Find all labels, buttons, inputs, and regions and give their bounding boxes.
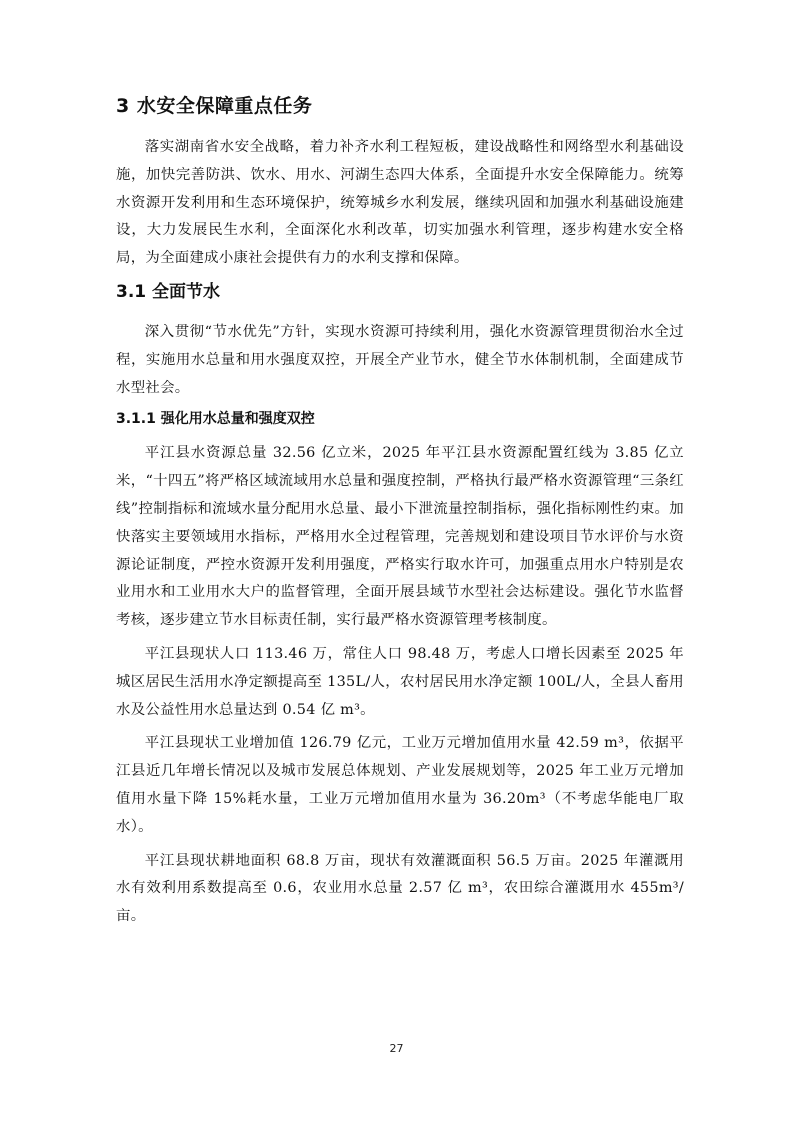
irrigation-paragraph: 平江县现状耕地面积 68.8 万亩，现状有效灌溉面积 56.5 万亩。2025 年灌溉用水有效利用系数提高至 0.6，农业用水总量 2.57 亿 m³，农田综合灌溉用水 455m³/亩。 (116, 852, 684, 925)
industry-paragraph: 平江县现状工业增加值 126.79 亿元，工业万元增加值用水量 42.59 m³，依据平江县近几年增长情况以及城市发展总体规划、产业发展规划等，2025 年工业万元增加值用水量下降 15%耗水量，工业万元增加值用水量为 36.20m³（不考虑华能电厂取水）。 (116, 735, 684, 835)
population-paragraph: 平江县现状人口 113.46 万，常住人口 98.48 万，考虑人口增长因素至 2025 年城区居民生活用水净定额提高至 135L/人，农村居民用水净定额 100L/人，全县人畜用水及公益性用水总量达到 0.54 亿 m³。 (116, 645, 684, 718)
section-intro-paragraph: 落实湖南省水安全战略，着力补齐水利工程短板，建设战略性和网络型水利基础设施，加快完善防洪、饮水、用水、河湖生态四大体系，全面提升水安全保障能力。统筹水资源开发利用和生态环境保护，统筹城乡水利发展，继续巩固和加强水利基础设施建设，大力发展民生水利，全面深化水利改革，切实加强水利管理，逐步构建水安全格局，为全面建成小康社会提供有力的水利支撑和保障。 (116, 139, 684, 267)
document-page (116, 92, 684, 937)
water-total-paragraph: 平江县水资源总量 32.56 亿立米，2025 年平江县水资源配置红线为 3.85 亿立米，“十四五”将严格区域流域用水总量和强度控制，严格执行最严格水资源管理“三条红线”控制指标和流域水量分配用水总量、最小下泄流量控制指标，强化指标刚性约束。加快落实主要领域用水指标，严格用水全过程管理，完善规划和建设项目节水评价与水资源论证制度，严控水资源开发利用强度，严格实行取水许可，加强重点用水户特别是农业用水和工业用水大户的监督管理，全面开展县域节水型社会达标建设。强化节水监督考核，逐步建立节水目标责任制，实行最严格水资源管理考核制度。 (116, 445, 684, 629)
section-heading: 3 水安全保障重点任务 (116, 95, 313, 117)
subsection-heading: 3.1 全面节水 (116, 281, 221, 302)
page-number: 27 (389, 1042, 404, 1055)
subsubsection-heading: 3.1.1 强化用水总量和强度双控 (116, 411, 315, 428)
subsection-intro-paragraph: 深入贯彻“节水优先”方针，实现水资源可持续利用，强化水资源管理贯彻治水全过程，实施用水总量和用水强度双控，开展全产业节水，健全节水体制机制，全面建成节水型社会。 (116, 323, 684, 396)
